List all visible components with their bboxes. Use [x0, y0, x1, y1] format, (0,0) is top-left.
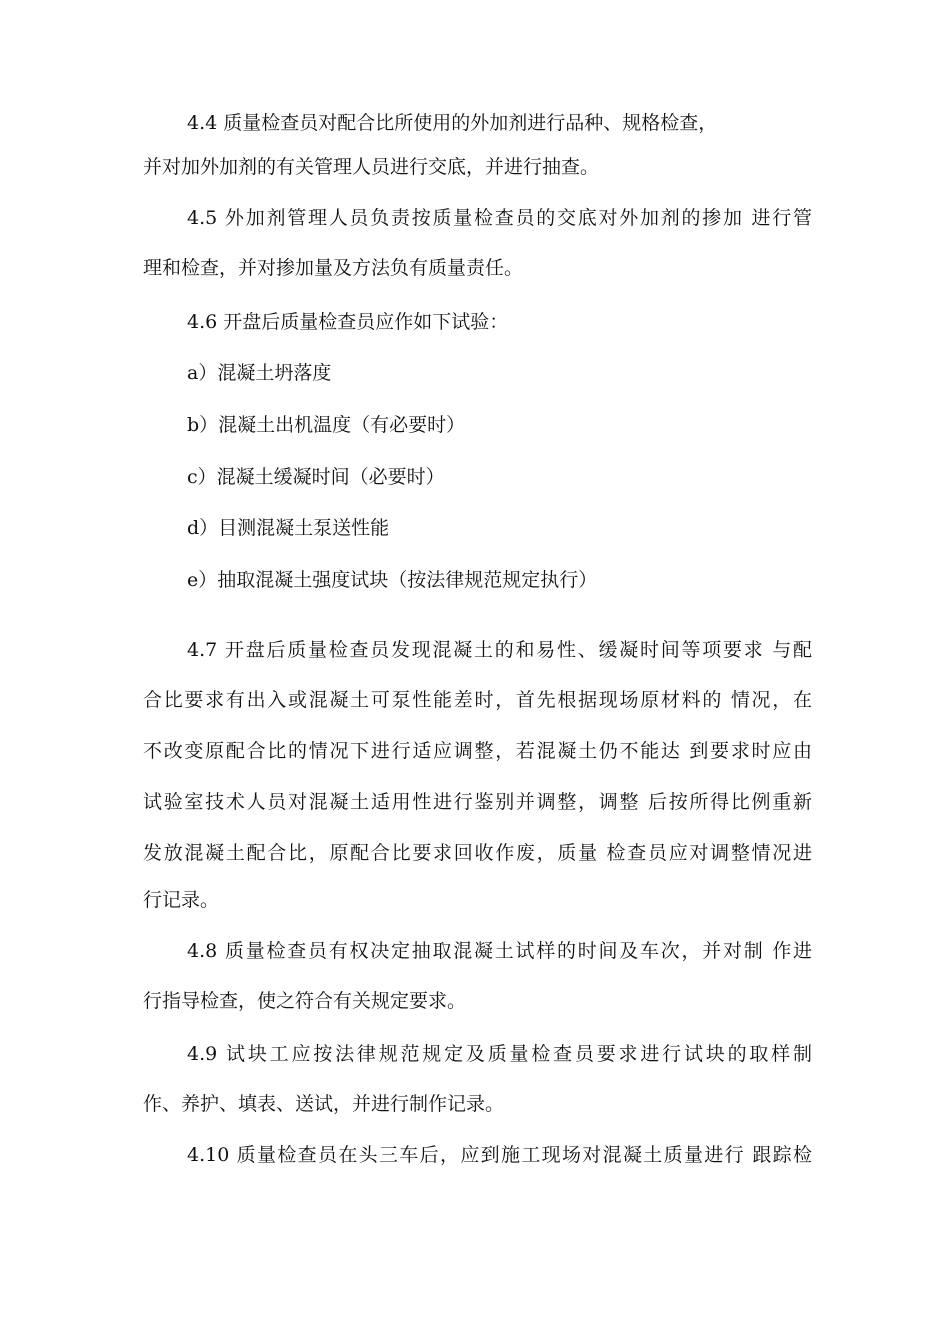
- para-4-7-line-4: 试验室技术人员对混凝土适用性进行鉴别并调整，调整 后按所得比例重新: [143, 791, 812, 813]
- para-4-9-line-2: 作、养护、填表、送试，并进行制作记录。: [143, 1093, 505, 1115]
- para-4-9-line-1: 4.9 试块工应按法律规范规定及质量检查员要求进行试块的取样制: [187, 1043, 812, 1065]
- para-4-7-line-5: 发放混凝土配合比，原配合比要求回收作废，质量 检查员应对调整情况进: [143, 842, 812, 864]
- para-4-7-line-3: 不改变原配合比的情况下进行适应调整，若混凝土仍不能达 到要求时应由: [143, 740, 812, 762]
- para-4-7-line-2: 合比要求有出入或混凝土可泵性能差时，首先根据现场原材料的 情况，在: [143, 689, 812, 711]
- para-4-4-line-2: 并对加外加剂的有关管理人员进行交底，并进行抽查。: [143, 156, 600, 178]
- para-4-10-line-1: 4.10 质量检查员在头三车后，应到施工现场对混凝土质量进行 跟踪检: [187, 1144, 812, 1166]
- list-item-b: b）混凝土出机温度（有必要时）: [187, 414, 466, 436]
- list-item-d: d）目测混凝土泵送性能: [187, 517, 390, 539]
- para-4-6-line-1: 4.6 开盘后质量检查员应作如下试验：: [187, 311, 509, 333]
- para-4-7-line-1: 4.7 开盘后质量检查员发现混凝土的和易性、缓凝时间等项要求 与配: [187, 639, 812, 661]
- para-4-7-line-6: 行记录。: [143, 889, 220, 911]
- para-4-4-line-1: 4.4 质量检查员对配合比所使用的外加剂进行品种、规格检查，: [187, 112, 718, 134]
- para-4-8-line-1: 4.8 质量检查员有权决定抽取混凝土试样的时间及车次，并对制 作进: [187, 940, 812, 962]
- list-item-e: e）抽取混凝土强度试块（按法律规范规定执行）: [187, 569, 598, 591]
- para-4-8-line-2: 行指导检查，使之符合有关规定要求。: [143, 990, 467, 1012]
- list-item-c: c）混凝土缓凝时间（必要时）: [187, 466, 445, 488]
- list-item-a: a）混凝土坍落度: [187, 362, 332, 384]
- para-4-5-line-2: 理和检查，并对掺加量及方法负有质量责任。: [143, 257, 524, 279]
- para-4-5-line-1: 4.5 外加剂管理人员负责按质量检查员的交底对外加剂的掺加 进行管: [187, 207, 812, 229]
